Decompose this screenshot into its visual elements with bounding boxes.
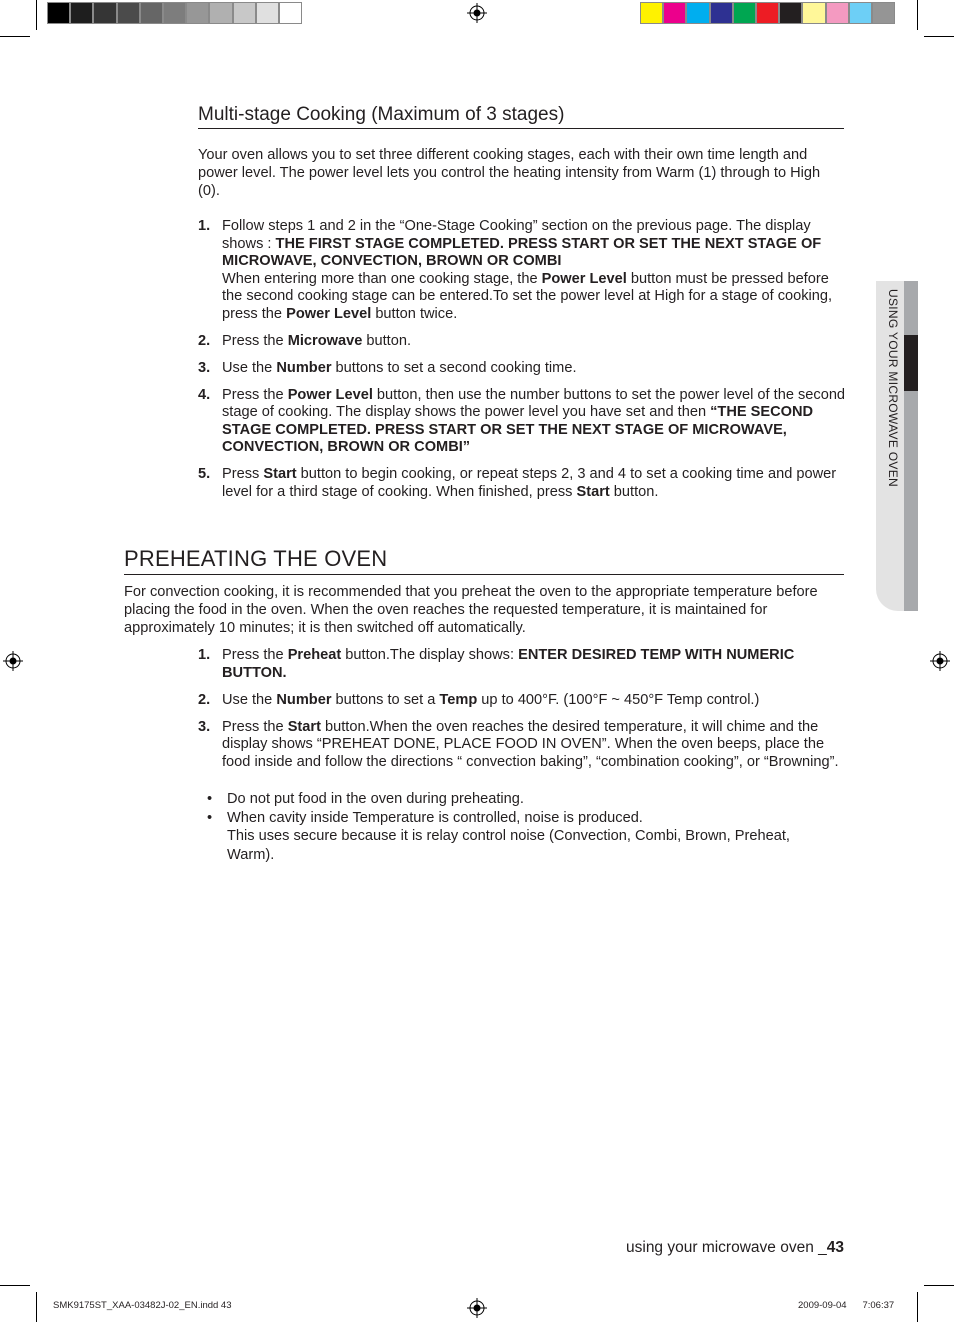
preheating-steps — [198, 647, 846, 771]
crop-mark-bottom-right — [924, 1285, 954, 1286]
crop-mark-top-left — [0, 36, 30, 37]
step-number: 5. — [198, 466, 211, 482]
button-name: Start — [263, 466, 297, 482]
color-swatch — [47, 2, 70, 24]
crop-mark-top-right-v — [917, 0, 918, 30]
multistage-steps — [198, 218, 846, 511]
step-number: 1. — [198, 218, 211, 234]
color-swatch — [140, 2, 163, 24]
step-text: button twice. — [371, 305, 458, 322]
step-number: 4. — [198, 386, 211, 403]
registration-mark-right-icon — [930, 651, 950, 671]
step-number: 3. — [198, 718, 211, 735]
display-message: THE FIRST STAGE COMPLETED. PRESS START OR SET THE NEXT STAGE OF MICROWAVE, CONVECTION, BROWN OR COMBI — [222, 235, 822, 269]
color-swatch — [686, 2, 709, 24]
color-swatch — [186, 2, 209, 24]
button-name: Power Level — [286, 305, 372, 322]
step-text: Press — [222, 466, 264, 482]
color-swatch — [233, 2, 256, 24]
step-number: 2. — [198, 332, 211, 349]
list-item — [205, 790, 825, 809]
step-text: up to 400°F. (100°F ~ 450°F Temp control.) — [477, 691, 760, 708]
step-text: Press the — [222, 718, 288, 735]
tab-edge — [904, 281, 918, 611]
list-item — [205, 809, 825, 865]
crop-mark-top-right — [924, 36, 954, 37]
note-text: This uses secure because it is relay control noise (Convection, Combi, Brown, Preheat, Warm). — [227, 828, 790, 863]
color-swatch — [733, 2, 756, 24]
button-name: Microwave — [287, 332, 363, 349]
color-swatch — [849, 2, 872, 24]
step-text: button must be pressed before the second cooking stage can be entered.To set the power level at High for a stage of cooking, press the — [222, 270, 833, 322]
chapter-side-tab — [876, 281, 918, 611]
step-number: 1. — [198, 647, 211, 663]
crop-mark-top-left-v — [36, 0, 37, 30]
color-swatch — [209, 2, 232, 24]
color-swatch — [163, 2, 186, 24]
button-name: Start — [287, 718, 321, 735]
note-text: Do not put food in the oven during preheating. — [227, 791, 524, 807]
button-name: Temp — [439, 691, 478, 708]
button-name: Preheat — [287, 647, 342, 663]
step-text: Press the — [222, 386, 288, 403]
color-swatch — [279, 2, 302, 24]
color-swatch — [256, 2, 279, 24]
step-text: buttons to set a — [331, 691, 440, 708]
button-name: Number — [276, 691, 332, 708]
print-timestamp — [798, 1300, 894, 1311]
button-name: Number — [276, 359, 332, 376]
color-swatch — [70, 2, 93, 24]
preheating-intro: For convection cooking, it is recommended that you preheat the oven to the appropriate temperature before placing the food in the oven. When the oven reaches the requested temperature, it is maintained for approximately 10 minutes; it is then switched off automatically. — [124, 584, 818, 636]
color-swatch — [93, 2, 116, 24]
step-text: Use the — [222, 359, 277, 376]
process-color-bar — [640, 2, 895, 24]
list-item — [198, 333, 846, 351]
bullet-icon: • — [207, 809, 213, 826]
bullet-icon: • — [207, 791, 213, 807]
display-message: ENTER DESIRED TEMP WITH NUMERIC BUTTON. — [222, 647, 795, 681]
tab-marker — [904, 335, 918, 391]
list-item — [198, 719, 846, 772]
step-text: Use the — [222, 691, 277, 708]
page-number: 43 — [826, 1239, 844, 1256]
print-date: 2009-09-04 — [798, 1300, 847, 1311]
preheating-notes — [205, 790, 825, 864]
multistage-heading: Multi-stage Cooking (Maximum of 3 stages) — [198, 104, 844, 129]
chapter-label: USING YOUR MICROWAVE OVEN — [886, 289, 900, 487]
page-footer — [626, 1239, 844, 1257]
step-text: button. — [362, 332, 412, 349]
crop-mark-bottom-left — [0, 1285, 30, 1286]
list-item — [198, 218, 846, 323]
button-name: Start — [576, 483, 610, 500]
color-swatch — [779, 2, 802, 24]
color-swatch — [640, 2, 663, 24]
color-swatch — [756, 2, 779, 24]
list-item — [198, 360, 846, 378]
display-message: “THE SECOND STAGE COMPLETED. PRESS START OR SET THE NEXT STAGE OF MICROWAVE, CONVECTION, BROWN OR COMBI” — [222, 404, 814, 455]
step-number: 3. — [198, 359, 211, 376]
color-swatch — [802, 2, 825, 24]
registration-mark-bottom-icon — [467, 1298, 487, 1318]
color-swatch — [710, 2, 733, 24]
step-text: Press the — [222, 332, 288, 349]
registration-mark-left-icon — [3, 651, 23, 671]
list-item — [198, 466, 846, 501]
step-text: Follow steps 1 and 2 in the “One-Stage Cooking” section on the previous page. The display shows : — [222, 218, 811, 252]
step-text: Press the — [222, 647, 288, 663]
color-swatch — [872, 2, 895, 24]
button-name: Power Level — [287, 386, 373, 403]
crop-mark-bottom-right-v — [917, 1292, 918, 1322]
file-slug: SMK9175ST_XAA-03482J-02_EN.indd 43 — [53, 1300, 232, 1311]
step-number: 2. — [198, 691, 211, 708]
registration-mark-top-icon — [467, 3, 487, 23]
color-swatch — [826, 2, 849, 24]
list-item — [198, 647, 846, 682]
grayscale-color-bar — [47, 2, 302, 24]
step-text: When entering more than one cooking stage, the — [222, 270, 542, 287]
step-text: buttons to set a second cooking time. — [331, 359, 577, 376]
step-text: button, then use the number buttons to set the power level of the second stage of cooking. The display shows the power level you have set and then — [222, 386, 846, 420]
step-text: button.When the oven reaches the desired temperature, it will chime and the display shows “PREHEAT DONE, PLACE FOOD IN OVEN”. When the oven beeps, place the food inside and follow the directions “ convection baking”, “combination cooking”, or “Browning”. — [222, 718, 839, 770]
multistage-intro: Your oven allows you to set three different cooking stages, each with their own time length and power level. The power level lets you control the heating intensity from Warm (1) through to High (0). — [198, 147, 821, 199]
list-item — [198, 692, 846, 710]
button-name: Power Level — [541, 270, 627, 287]
crop-mark-bottom-left-v — [36, 1292, 37, 1322]
step-text: button. — [609, 483, 659, 500]
color-swatch — [117, 2, 140, 24]
color-swatch — [663, 2, 686, 24]
step-text: button.The display shows: — [341, 647, 519, 663]
step-text: button to begin cooking, or repeat steps 2, 3 and 4 to set a cooking time and power level for a third stage of cooking. When finished, press — [222, 466, 837, 500]
list-item — [198, 387, 846, 457]
footer-text: using your microwave oven _ — [626, 1239, 827, 1256]
preheating-heading: PREHEATING THE OVEN — [124, 546, 844, 575]
note-text: When cavity inside Temperature is controlled, noise is produced. — [227, 809, 643, 826]
print-time: 7:06:37 — [862, 1300, 895, 1311]
